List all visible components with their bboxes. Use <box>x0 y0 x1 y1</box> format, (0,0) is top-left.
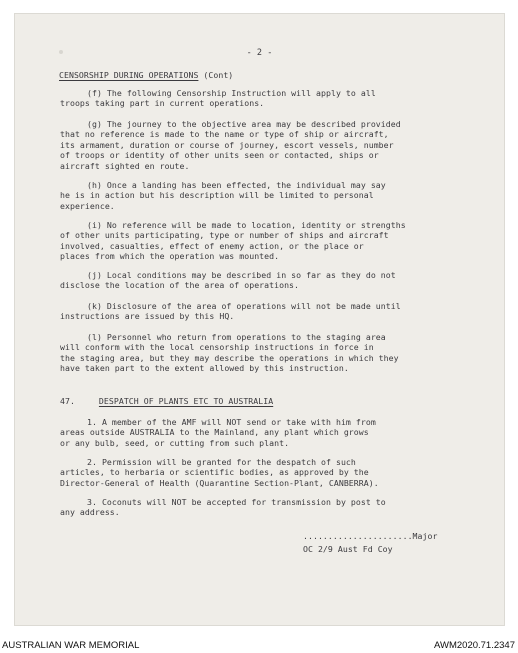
text-line: or any bulb, seed, or cutting from such plant. <box>60 437 290 448</box>
text-line: experience. <box>60 200 115 211</box>
page-number: - 2 - <box>246 48 273 58</box>
paragraph-i <box>60 220 480 262</box>
text-line: of other units participating, type or number of ships and aircraft <box>60 230 389 241</box>
text-line: will conform with the local censorship instructions in force in <box>60 342 374 353</box>
text-line: (h) Once a landing has been effected, the individual may say <box>87 180 386 190</box>
signature-unit: OC 2/9 Aust Fd Coy <box>303 544 393 554</box>
typed-document <box>15 14 504 625</box>
text-line: its armament, duration or course of journey, escort vessels, number <box>60 139 394 150</box>
text-line: have taken part to the extent allowed by this instruction. <box>60 363 349 374</box>
text-line: involved, casualties, effect of enemy action, or the place or <box>60 240 364 251</box>
text-line: 1. A member of the AMF will NOT send or take with him from <box>87 417 376 427</box>
paragraph-g <box>60 119 480 171</box>
section-47-paragraph-2 <box>60 457 480 488</box>
section-47-title <box>60 396 273 406</box>
paragraph-l <box>60 332 480 374</box>
heading-suffix: (Cont) <box>198 70 234 80</box>
signature-line: ......................Major <box>303 531 438 541</box>
text-line: (f) The following Censorship Instruction will apply to all <box>87 88 376 98</box>
text-line: (g) The journey to the objective area may be described provided <box>87 119 401 129</box>
text-line: (i) No reference will be made to location, identity or strengths <box>87 220 406 230</box>
paragraph-f <box>60 88 480 109</box>
text-line: instructions are issued by this HQ. <box>60 311 235 322</box>
text-line: 2. Permission will be granted for the despatch of such <box>87 457 356 467</box>
section-number: 47. <box>60 396 75 406</box>
text-line: areas outside AUSTRALIA to the Mainland, any plant which grows <box>60 427 369 438</box>
text-line: Director-General of Health (Quarantine Section-Plant, CANBERRA). <box>60 477 379 488</box>
text-line: (j) Local conditions may be described in so far as they do not <box>87 270 396 280</box>
text-line: troops taking part in current operations. <box>60 98 265 109</box>
section-heading <box>59 70 233 80</box>
archive-footer <box>0 637 518 653</box>
institution-label: AUSTRALIAN WAR MEMORIAL <box>2 640 140 651</box>
text-line: places from which the operation was mounted. <box>60 251 280 262</box>
section-47-paragraph-1 <box>60 417 480 448</box>
text-line: the staging area, but they may describe the operations in which they <box>60 352 399 363</box>
paragraph-h <box>60 180 480 211</box>
text-line: that no reference is made to the name or type of ship or aircraft, <box>60 129 389 140</box>
text-line: articles, to herbaria or scientific bodies, as approved by the <box>60 467 369 478</box>
text-line: of troops or identity of other units seen or contacted, ships or <box>60 150 379 161</box>
document-page <box>15 14 504 625</box>
text-line: (k) Disclosure of the area of operations will not be made until <box>87 301 401 311</box>
paragraph-k <box>60 301 480 322</box>
paragraph-j <box>60 270 480 291</box>
record-id: AWM2020.71.2347 <box>434 640 515 651</box>
text-line: he is in action but his description will be limited to personal <box>60 190 374 201</box>
section-47-paragraph-3 <box>60 497 480 518</box>
text-line: disclose the location of the area of operations. <box>60 280 300 291</box>
heading-title: CENSORSHIP DURING OPERATIONS <box>59 70 199 80</box>
text-line: aircraft sighted en route. <box>60 160 190 171</box>
text-line: 3. Coconuts will NOT be accepted for transmission by post to <box>87 497 386 507</box>
section-title-text: DESPATCH OF PLANTS ETC TO AUSTRALIA <box>98 396 274 406</box>
text-line: any address. <box>60 507 120 518</box>
text-line: (l) Personnel who return from operations to the staging area <box>87 332 386 342</box>
